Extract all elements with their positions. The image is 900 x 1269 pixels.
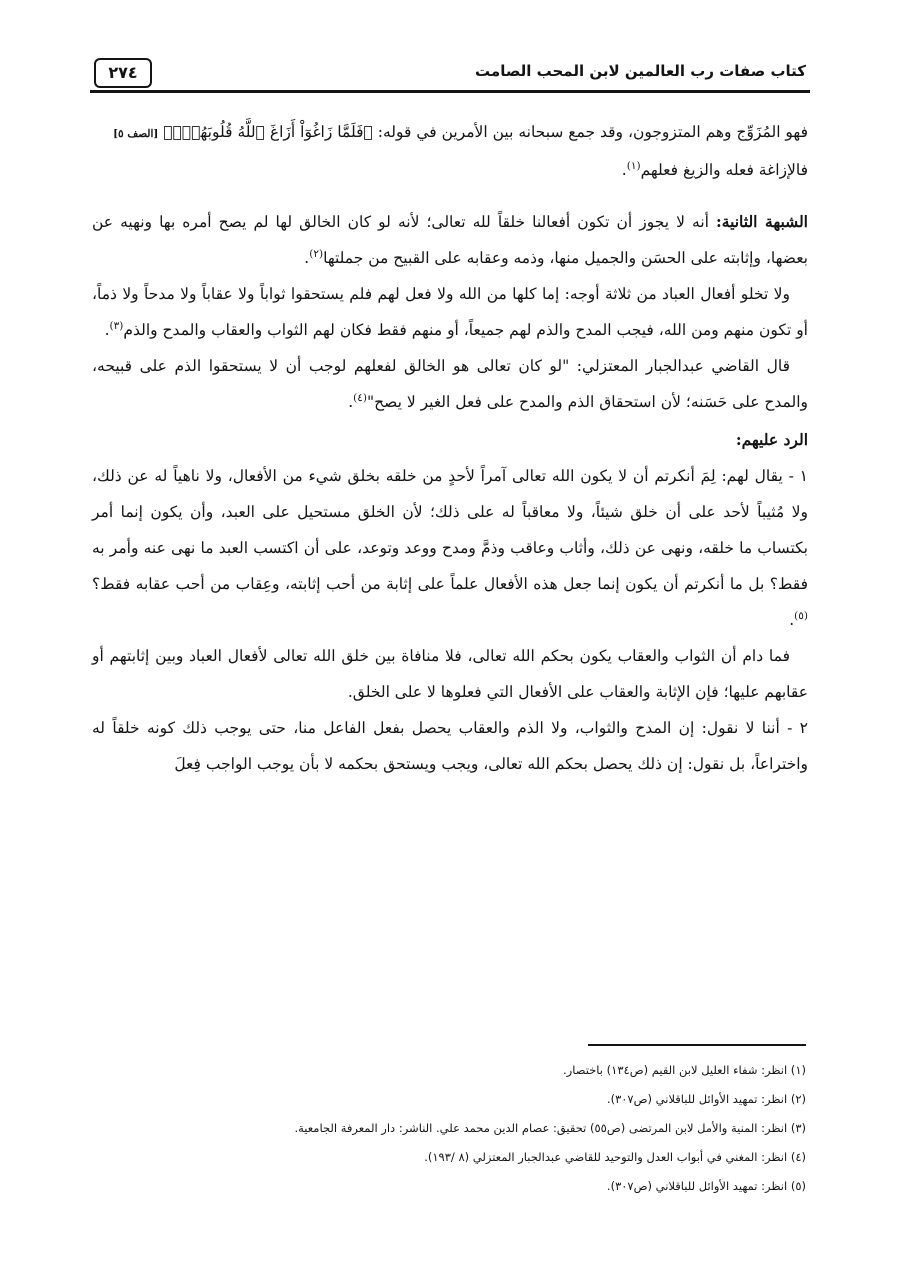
paragraph-text: فهو المُزَوِّج وهم المتزوجون، وقد جمع سبحانه بين الأمرين في قوله: ﴿فَلَمَّا زَاغُوٓاْ أَزَاغَ ٱللَّهُ قُلُوبَهُمْۚ﴾ <box>163 123 808 141</box>
paragraph-text: فما دام أن الثواب والعقاب يكون بحكم الله تعالى، فلا منافاة بين خلق الله تعالى لأفعال العباد وبين إثابتهم أو عقابهم عليها؛ فإن الإثابة والعقاب على الأفعال التي فعلوها لا على الخلق. <box>92 647 808 701</box>
quran-reference: [الصف ٥] <box>113 128 159 140</box>
paragraph <box>92 638 808 710</box>
page-header <box>90 54 810 94</box>
paragraph-text: ولا تخلو أفعال العباد من ثلاثة أوجه: إما كلها من الله ولا فعل لهم فلم يستحقوا ثواباً ولا عقاباً ولا مدحاً ولا ذماً، أو تكون منهم ومن الله، فيجب المدح والذم لهم جميعاً، أو منهم فقط فكان لهم الثواب والعقاب والمدح والذم <box>92 285 808 339</box>
paragraph-text: ٢ - أننا لا نقول: إن المدح والثواب، ولا الذم والعقاب يحصل بفعل الفاعل منا، حتى يوجب ذلك كونه خلقاً له واختراعاً، بل نقول: إن ذلك يحصل بحكم الله تعالى، ويجب ويستحق بحكمه لا بأن يوجب الواجب فِعلَ <box>92 719 808 773</box>
paragraph-end: . <box>789 611 795 629</box>
paragraph <box>92 276 808 348</box>
footnote-ref: (٤) <box>353 391 367 404</box>
section-heading: الرد عليهم: <box>735 430 808 449</box>
paragraph <box>92 152 808 188</box>
footnote-ref: (٥) <box>794 609 808 622</box>
paragraph <box>92 348 808 420</box>
paragraph-end: . <box>104 321 110 339</box>
paragraph-text: أنه لا يجوز أن تكون أفعالنا خلقاً لله تعالى؛ لأنه لو كان الخالق لها لم يصح أمره بها ونهيه عن بعضها، وإثابته على الحسَن والجميل منها، وذمه وعقابه على القبيح من جملتها <box>92 213 808 267</box>
footnote-item: (١) انظر: شفاء العليل لابن القيم (ص١٣٤) باختصار. <box>563 1063 806 1077</box>
paragraph-end: . <box>304 249 310 267</box>
paragraph-text: قال القاضي عبدالجبار المعتزلي: "لو كان تعالى هو الخالق لفعلهم لوجب أن لا يستحقوا الذم على قبيحه، والمدح على حَسَنه؛ لأن استحقاق الذم والمدح على فعل الغير لا يصح" <box>92 357 808 411</box>
footnote-ref: (١) <box>626 159 641 172</box>
footnote-item: (٥) انظر: تمهيد الأوائل للباقلاني (ص٣٠٧). <box>606 1179 806 1193</box>
footnote-item: (٤) انظر: المغني في أبواب العدل والتوحيد للقاضي عبدالجبار المعتزلي (٨ /١٩٣). <box>424 1150 806 1164</box>
footnote-divider <box>588 1044 806 1046</box>
footnotes <box>190 1056 806 1201</box>
footnote-ref: (٣) <box>109 319 124 332</box>
book-title: كتاب صفات رب العالمين لابن المحب الصامت <box>475 62 806 80</box>
paragraph-end: . <box>621 161 627 179</box>
book-page <box>90 44 810 1244</box>
footnote-ref: (٢) <box>309 247 324 260</box>
page-number-badge: ٢٧٤ <box>94 58 152 88</box>
footnote-item: (٢) انظر: تمهيد الأوائل للباقلاني (ص٣٠٧). <box>606 1092 806 1106</box>
paragraph-end: . <box>348 393 354 411</box>
paragraph <box>92 114 808 152</box>
paragraph-text: فالإزاغة فعله والزيغ فعلهم <box>640 161 808 179</box>
paragraph-text: ١ - يقال لهم: لِمَ أنكرتم أن لا يكون الله تعالى آمراً لأحدٍ من خلقه بخلق شيء من الأفعال، ولا ناهياً له عن ذلك، ولا مُثيباً لأحد على أن خلق شيئاً، ولا معاقباً له على ذلك؛ لأن الخلق مستحيل على العبد، وأن يكون إنما أمر بكتساب ما خلقه، ونهى عن ذلك، وأثاب وعاقب وذمَّ ومدح ووعد وتوعد، على أن اكتسب العبد ما نهى عنه وأمر به فقط؟ بل ما أنكرتم أن يكون إنما جعل هذه الأفعال علماً على إثابة من أحب إثابته، وعِقاب من أحب عقابه فقط؟ <box>92 467 808 593</box>
section-heading: الشبهة الثانية: <box>716 212 808 231</box>
paragraph <box>92 710 808 782</box>
header-divider <box>90 90 810 93</box>
paragraph <box>92 204 808 276</box>
main-text <box>92 114 808 782</box>
footnote-item: (٣) انظر: المنية والأمل لابن المرتضى (ص٥٥) تحقيق: عصام الدين محمد علي. الناشر: دار المعرفة الجامعية. <box>294 1121 806 1135</box>
paragraph <box>92 458 808 638</box>
